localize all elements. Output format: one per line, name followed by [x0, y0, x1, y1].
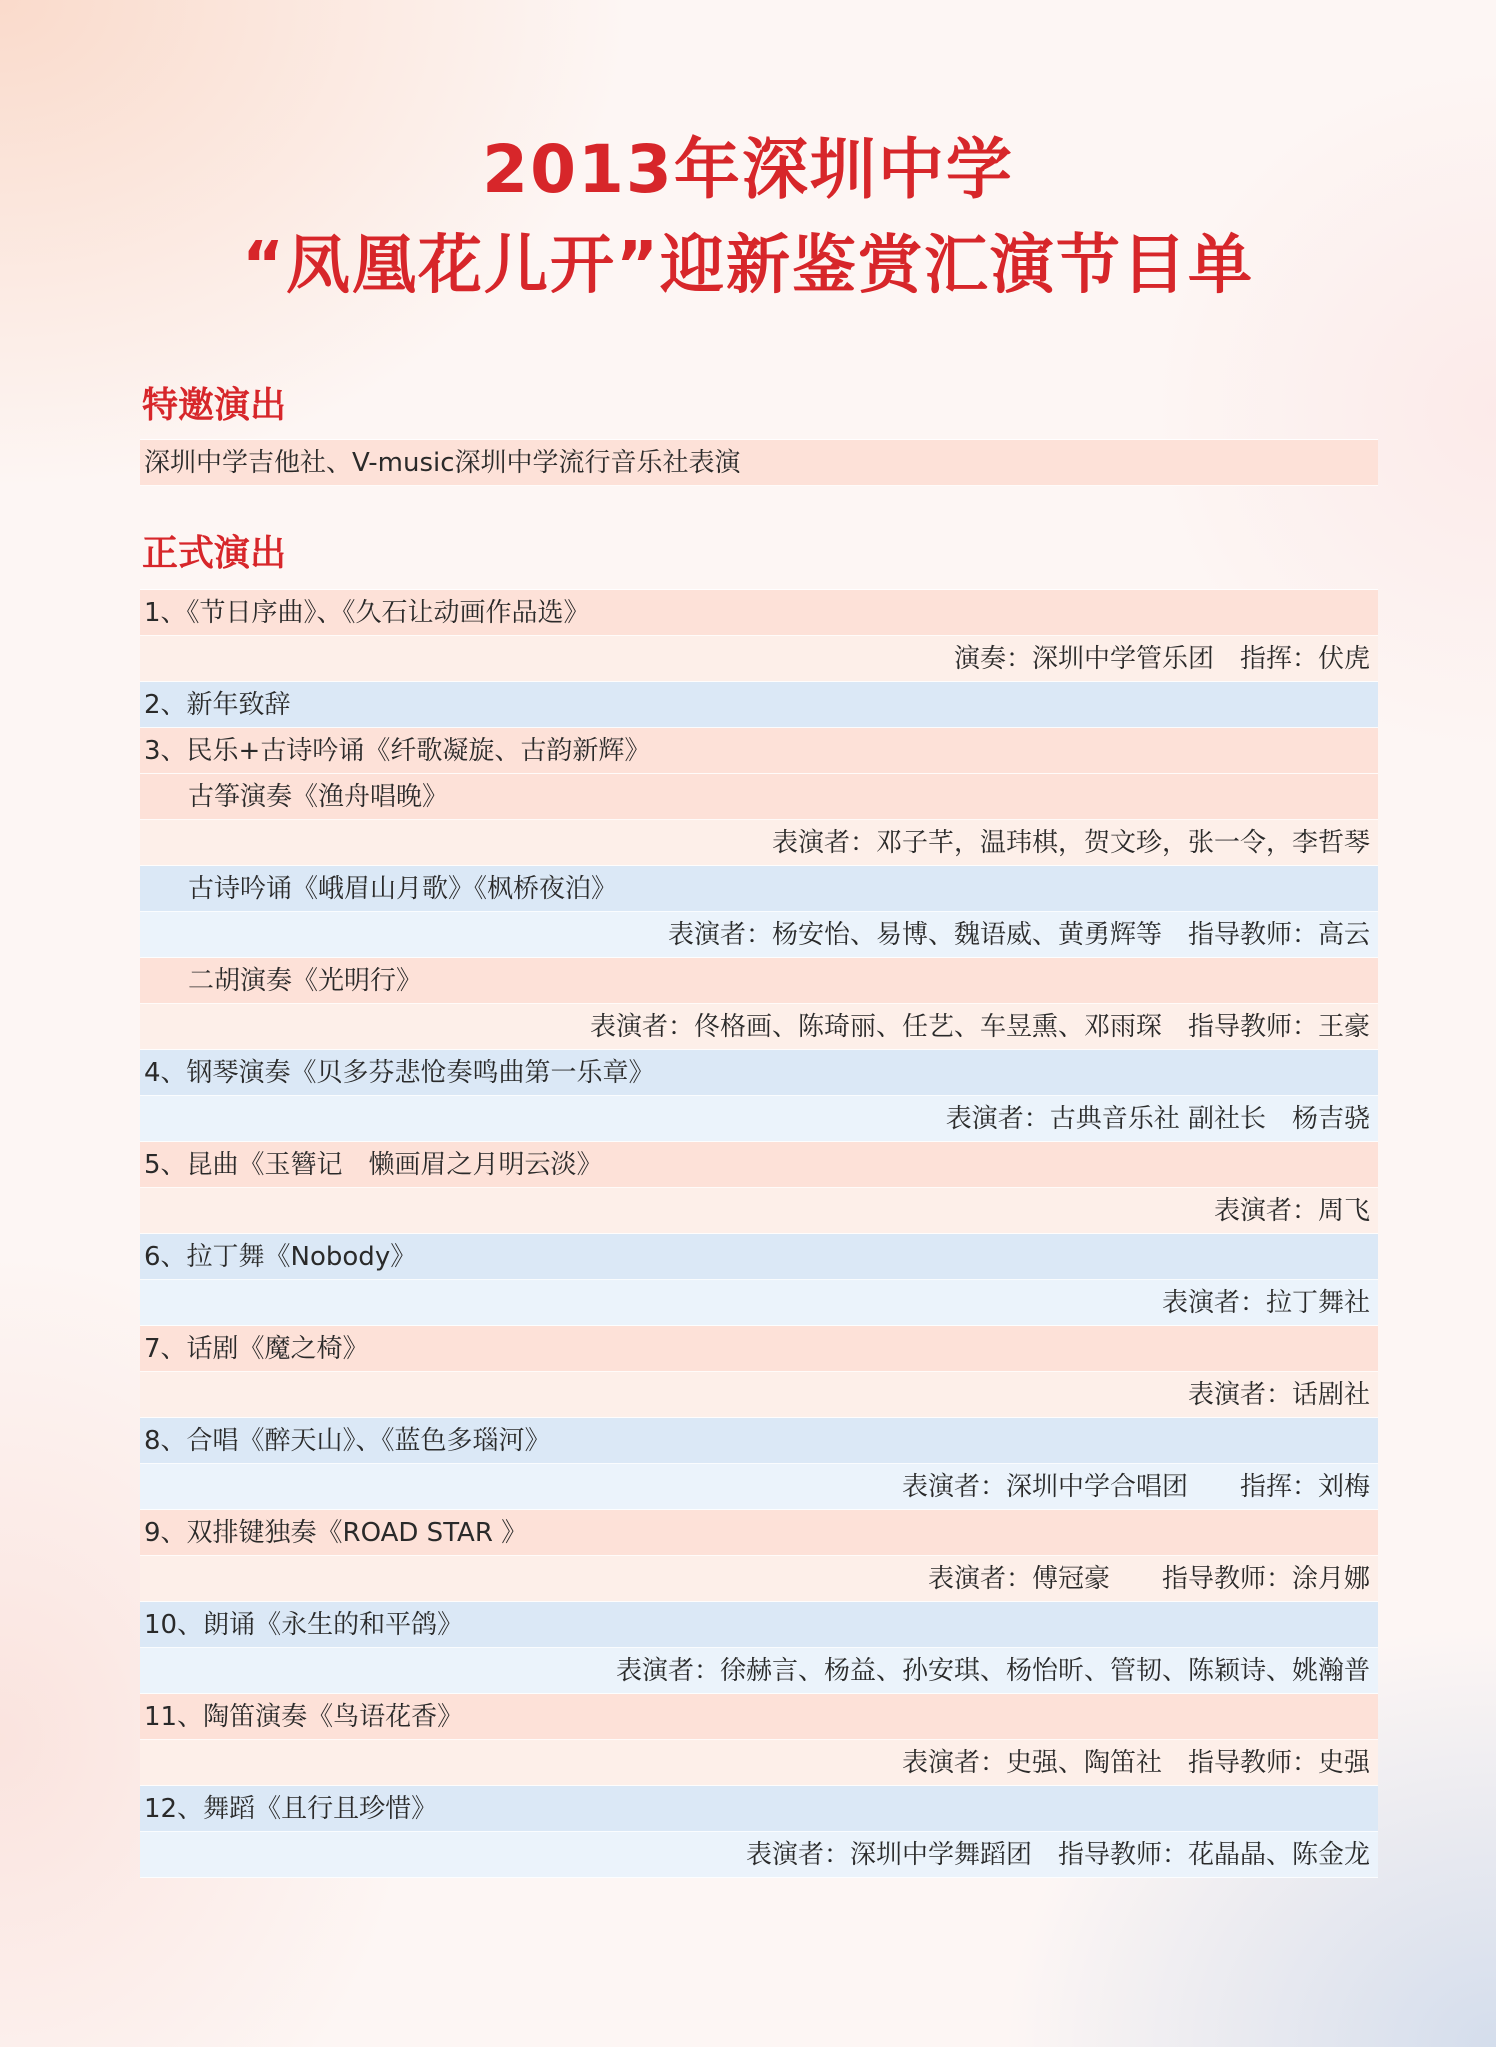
program-detail-row: 演奏：深圳中学管乐团 指挥：伏虎 [140, 636, 1378, 682]
program-item-row: 12、舞蹈《且行且珍惜》 [140, 1786, 1378, 1832]
page-title-line-1: 2013年深圳中学 [482, 131, 1014, 208]
program-detail-row: 表演者：徐赫言、杨益、孙安琪、杨怡昕、管韧、陈颖诗、姚瀚普 [140, 1648, 1378, 1694]
page-title-line-2: “凤凰花儿开”迎新鉴赏汇演节目单 [241, 229, 1255, 303]
program-detail-row: 表演者：佟格画、陈琦丽、任艺、车昱熏、邓雨琛 指导教师：王豪 [140, 1004, 1378, 1050]
program-detail-row: 表演者：傅冠豪 指导教师：涂月娜 [140, 1556, 1378, 1602]
program-list [140, 589, 1378, 1878]
program-detail-row: 表演者：拉丁舞社 [140, 1280, 1378, 1326]
program-item-row: 11、陶笛演奏《鸟语花香》 [140, 1694, 1378, 1740]
program-detail-row: 表演者：话剧社 [140, 1372, 1378, 1418]
program-item-row: 3、民乐+古诗吟诵《纤歌凝旋、古韵新辉》 [140, 728, 1378, 774]
program-detail-row: 表演者：古典音乐社 副社长 杨吉骁 [140, 1096, 1378, 1142]
program-item-row: 4、钢琴演奏《贝多芬悲怆奏鸣曲第一乐章》 [140, 1050, 1378, 1096]
program-detail-row: 表演者：邓子芊，温玮棋，贺文珍，张一令，李哲琴 [140, 820, 1378, 866]
program-item-row: 6、拉丁舞《Nobody》 [140, 1234, 1378, 1280]
program-detail-row: 表演者：周飞 [140, 1188, 1378, 1234]
program-item-row: 2、新年致辞 [140, 682, 1378, 728]
guest-performance-row: 深圳中学吉他社、V-music深圳中学流行音乐社表演 [140, 440, 1378, 486]
program-item-row: 9、双排键独奏《ROAD STAR 》 [140, 1510, 1378, 1556]
guest-section-heading: 特邀演出 [142, 385, 287, 426]
program-item-row: 8、合唱《醉天山》、《蓝色多瑙河》 [140, 1418, 1378, 1464]
guest-performance-list [140, 439, 1378, 486]
program-detail-row: 表演者：深圳中学舞蹈团 指导教师：花晶晶、陈金龙 [140, 1832, 1378, 1878]
program-subitem-row: 二胡演奏《光明行》 [140, 958, 1378, 1004]
program-detail-row: 表演者：深圳中学合唱团 指挥：刘梅 [140, 1464, 1378, 1510]
program-item-row: 7、话剧《魔之椅》 [140, 1326, 1378, 1372]
program-item-row: 10、朗诵《永生的和平鸽》 [140, 1602, 1378, 1648]
program-item-row: 5、昆曲《玉簪记 懒画眉之月明云淡》 [140, 1142, 1378, 1188]
program-detail-row: 表演者：史强、陶笛社 指导教师：史强 [140, 1740, 1378, 1786]
program-item-row: 1、《节日序曲》、《久石让动画作品选》 [140, 590, 1378, 636]
program-subitem-row: 古诗吟诵《峨眉山月歌》《枫桥夜泊》 [140, 866, 1378, 912]
program-detail-row: 表演者：杨安怡、易博、魏语威、黄勇辉等 指导教师：高云 [140, 912, 1378, 958]
program-subitem-row: 古筝演奏《渔舟唱晚》 [140, 774, 1378, 820]
program-section-heading: 正式演出 [142, 533, 287, 574]
